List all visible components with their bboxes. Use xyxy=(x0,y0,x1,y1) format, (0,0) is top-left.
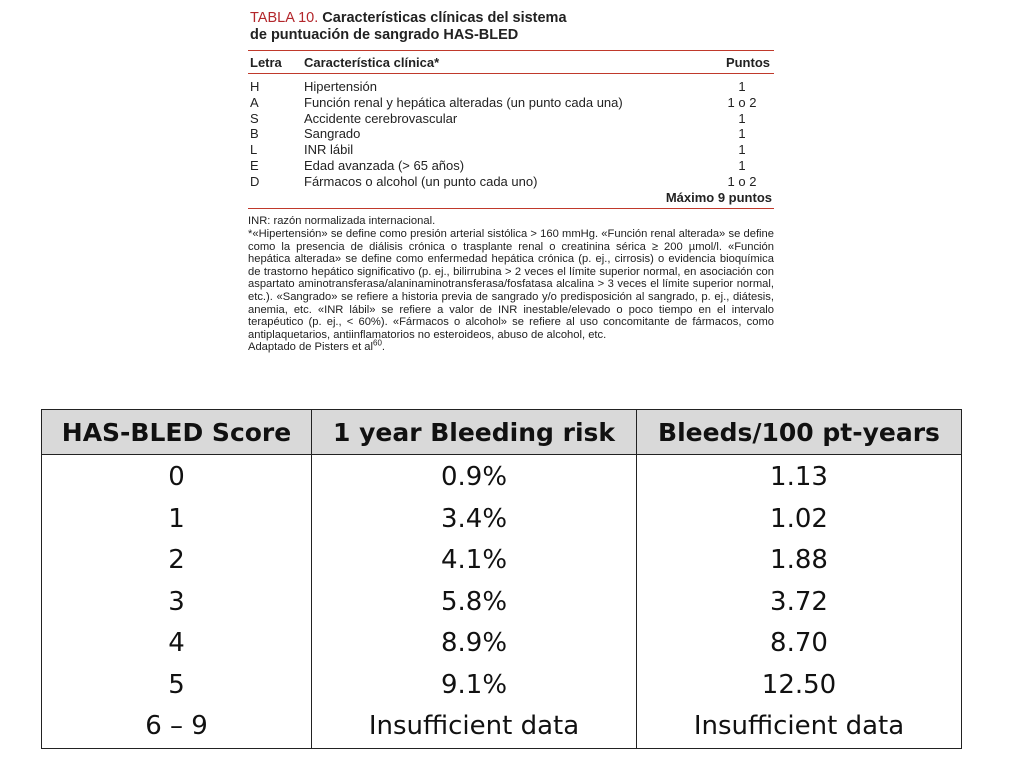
risk-cell: 4.1% xyxy=(312,540,637,582)
title-line-2: de puntuación de sangrado HAS-BLED xyxy=(250,27,519,43)
header-feature: Característica clínica* xyxy=(304,55,440,70)
footnote-source-end: . xyxy=(381,341,386,354)
criteria-row xyxy=(248,174,774,190)
criteria-row xyxy=(248,158,774,174)
footnotes xyxy=(248,215,774,354)
row-points: 1 o 2 xyxy=(727,94,757,110)
row-feature: Sangrado xyxy=(304,126,361,142)
risk-header-row xyxy=(42,410,962,455)
score-cell: 1 xyxy=(42,499,312,541)
footnote-source xyxy=(248,338,774,354)
clinical-table-title xyxy=(250,10,774,44)
header-bleeds-rate: Bleeds/100 pt-years xyxy=(637,410,962,455)
table-row xyxy=(42,665,962,707)
rate-cell: 1.88 xyxy=(637,540,962,582)
header-bleeding-risk: 1 year Bleeding risk xyxy=(312,410,637,455)
row-points: 1 xyxy=(738,142,746,158)
score-cell: 0 xyxy=(42,455,312,499)
header-score: HAS-BLED Score xyxy=(42,410,312,455)
footnote-definitions: *«Hipertensión» se define como presión arterial sistólica > 160 mmHg. «Función renal alterada» se define como la presencia de diálisis crónica o trasplante renal o creatinina sérica ≥ 200 µmol/l. «Función hepática alterada» se define como enfermedad hepática crónica (p. ej., cirrosis) o evidencia bioquímica de trastorno hepático significativo (p. ej., bilirrubina > 2 veces el límite superior normal, en asociación con aspartato aminotransferasa/alaninaminotransferasa/fosfatasa alcalina > 3 veces el límite superior normal, etc.). «Sangrado» se refiere a historia previa de sangrado y/o predisposición al sangrado, p. ej., diátesis, anemia, etc. «INR lábil» se refiere a valor de INR inestable/elevado o poco tiempo en el intervalo terapéutico (p. ej., < 60%). «Fármacos o alcohol» se refiere al uso concomitante de fármacos, como antiplaquetarios, antiinflamatorios no esteroideos, abuso de alcohol, etc. xyxy=(248,227,774,341)
row-letter: H xyxy=(250,79,260,94)
score-cell: 6 – 9 xyxy=(42,706,312,748)
bleeding-risk-table xyxy=(41,409,962,749)
criteria-row xyxy=(248,95,774,111)
rate-cell: 12.50 xyxy=(637,665,962,707)
header-letter: Letra xyxy=(250,55,282,70)
score-cell: 2 xyxy=(42,540,312,582)
hasbled-criteria-table xyxy=(248,51,774,205)
row-letter: L xyxy=(250,142,258,158)
row-feature: Hipertensión xyxy=(304,79,377,94)
maximum-row xyxy=(248,190,774,206)
footnote-source-ref: 60 xyxy=(373,338,382,348)
row-letter: D xyxy=(250,173,260,189)
rate-cell: 8.70 xyxy=(637,623,962,665)
table-row xyxy=(42,582,962,624)
table-row xyxy=(42,499,962,541)
rate-cell: Insufficient data xyxy=(637,706,962,748)
risk-cell: 3.4% xyxy=(312,499,637,541)
row-feature: INR lábil xyxy=(304,142,354,158)
risk-cell: Insufficient data xyxy=(312,706,637,748)
footnote-source-text: Adaptado de Pisters et al xyxy=(248,341,374,354)
score-cell: 3 xyxy=(42,582,312,624)
row-points: 1 xyxy=(738,157,746,173)
table-row xyxy=(42,623,962,665)
risk-cell: 0.9% xyxy=(312,455,637,499)
header-points: Puntos xyxy=(725,55,770,70)
criteria-row xyxy=(248,142,774,158)
risk-cell: 5.8% xyxy=(312,582,637,624)
row-letter: E xyxy=(250,157,259,173)
row-feature: Fármacos o alcohol (un punto cada uno) xyxy=(304,173,538,189)
row-points: 1 o 2 xyxy=(727,173,757,189)
row-feature: Accidente cerebrovascular xyxy=(304,110,458,126)
criteria-row xyxy=(248,79,774,95)
row-points: 1 xyxy=(738,79,746,94)
row-letter: S xyxy=(250,110,259,126)
table-row xyxy=(42,540,962,582)
rate-cell: 1.02 xyxy=(637,499,962,541)
criteria-header-row xyxy=(248,51,774,73)
risk-cell: 8.9% xyxy=(312,623,637,665)
score-cell: 5 xyxy=(42,665,312,707)
row-letter: A xyxy=(250,94,259,110)
row-points: 1 xyxy=(738,126,746,142)
clinical-table-section xyxy=(248,10,774,354)
table-row xyxy=(42,455,962,499)
rate-cell: 3.72 xyxy=(637,582,962,624)
row-letter: B xyxy=(250,126,259,142)
score-cell: 4 xyxy=(42,623,312,665)
risk-cell: 9.1% xyxy=(312,665,637,707)
bottom-rule xyxy=(248,208,774,209)
title-line-1: Características clínicas del sistema xyxy=(322,10,567,26)
table-number: TABLA 10. xyxy=(250,10,319,26)
row-points: 1 xyxy=(738,110,746,126)
criteria-row xyxy=(248,111,774,127)
header-rule xyxy=(248,73,774,74)
row-feature: Función renal y hepática alteradas (un punto cada una) xyxy=(304,94,623,110)
criteria-row xyxy=(248,126,774,142)
maximum-points: Máximo 9 puntos xyxy=(665,189,772,205)
rate-cell: 1.13 xyxy=(637,455,962,499)
row-feature: Edad avanzada (> 65 años) xyxy=(304,157,465,173)
footnote-inr: INR: razón normalizada internacional. xyxy=(248,215,436,228)
table-row xyxy=(42,706,962,748)
